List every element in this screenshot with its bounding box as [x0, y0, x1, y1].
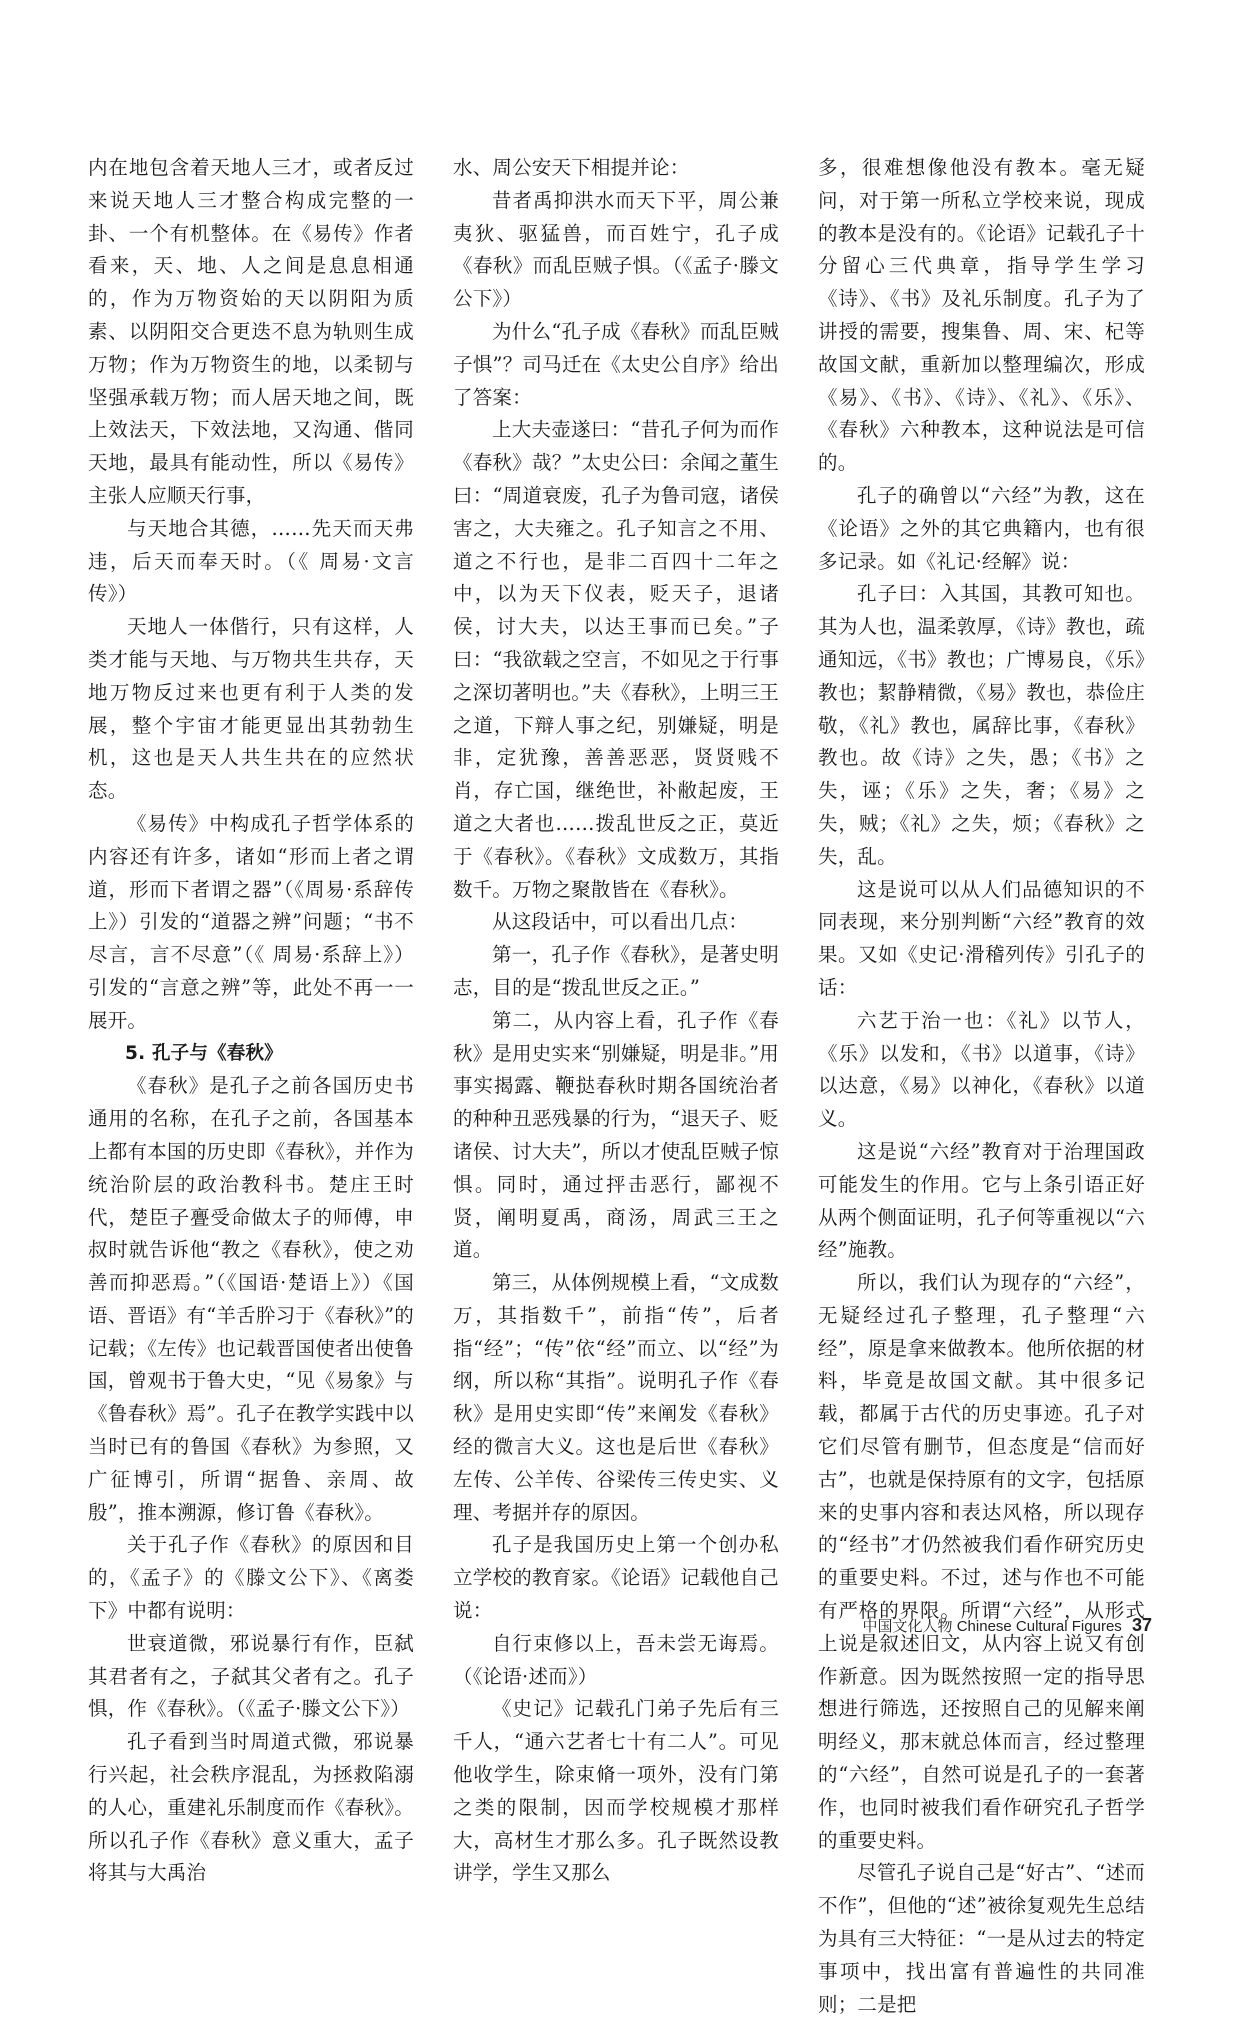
paragraph: 《史记》记载孔门弟子先后有三千人，“通六艺者七十有二人”。可见他收学生，除束脩一项外，没有门第之类的限制，因而学校规模才那样大，高材生才那么多。孔子既然设教讲学，学生又那么 — [453, 1697, 779, 1885]
paragraph: 这是说“六经”教育对于治理国政可能发生的作用。它与上条引语正好从两个侧面证明，孔子何等重视以“六经”施教。 — [818, 1139, 1145, 1262]
publication-name: 中国文化人物 Chinese Cultural Figures — [862, 1618, 1122, 1635]
paragraph: 为什么“孔子成《春秋》而乱臣贼子惧”？司马迁在《太史公自序》给出了答案： — [453, 319, 779, 409]
paragraph: 水、周公安天下相提并论： — [453, 156, 690, 179]
quotation: 与天地合其德，……先天而天弗违，后天而奉天时。（《 周易·文言传》） — [88, 516, 414, 606]
text-column-3 — [818, 152, 1145, 2021]
quotation: 自行束修以上，吾未尝无诲焉。（《论语·述而》） — [453, 1631, 779, 1688]
paragraph: 《春秋》是孔子之前各国历史书通用的名称，在孔子之前，各国基本上都有本国的历史即《春秋》，并作为统治阶层的政治教科书。楚庄王时代，楚臣子亹受命做太子的师傅，申叔时就告诉他“教之《春秋》，使之劝善而抑恶焉。”（《国语·楚语上》）《国语、晋语》有“羊舌肸习于《春秋》”的记载；《左传》也记载晋国使者出使鲁国，曾观书于鲁大史，“见《易象》与《鲁春秋》焉”。孔子在教学实践中以当时已有的鲁国《春秋》为参照，又广征博引，所谓“据鲁、亲周、故殷”，推本溯源，修订鲁《春秋》。 — [88, 1074, 414, 1524]
paragraph: 孔子看到当时周道式微，邪说暴行兴起，社会秩序混乱，为拯救陷溺的人心，重建礼乐制度而作《春秋》。所以孔子作《春秋》意义重大，孟子将其与大禹治 — [88, 1730, 414, 1885]
paragraph: 孔子的确曾以“六经”为教，这在《论语》之外的其它典籍内，也有很多记录。如《礼记·经解》说： — [818, 483, 1145, 573]
section-heading: 5. 孔子与《春秋》 — [125, 1042, 283, 1064]
quotation: 上大夫壶遂曰：“昔孔子何为而作《春秋》哉？”太史公曰：余闻之董生曰：“周道衰废，孔子为鲁司寇，诸侯害之，大夫雍之。孔子知言之不用、道之不行也，是非二百四十二年之中，以为天下仪表，贬天子，退诸侯，讨大夫，以达王事而已矣。”子曰：“我欲载之空言，不如见之于行事之深切著明也。”夫《春秋》，上明三王之道，下辩人事之纪，别嫌疑，明是非，定犹豫，善善恶恶，贤贤贱不肖，存亡国，继绝世，补敝起废，王道之大者也……拨乱世反之正，莫近于《春秋》。《春秋》文成数万，其指数千。万物之聚散皆在《春秋》。 — [453, 418, 779, 901]
page-footer — [863, 1615, 1152, 1636]
quotation: 六艺于治一也：《礼》以节人，《乐》以发和，《书》以道事，《诗》以达意，《易》以神化，《春秋》以道义。 — [818, 1008, 1145, 1131]
quotation: 世衰道微，邪说暴行有作，臣弑其君者有之，子弑其父者有之。孔子惧，作《春秋》。（《孟子·滕文公下》） — [88, 1631, 414, 1721]
paragraph: 《易传》中构成孔子哲学体系的内容还有许多，诸如“形而上者之谓道，形而下者谓之器”（《周易·系辞传上》）引发的“道器之辨”问题；“书不尽言，言不尽意”（《 周易·系辞上》）引发的“言意之辨”等，此处不再一一展开。 — [88, 811, 414, 1032]
paragraph: 多，很难想像他没有教本。毫无疑问，对于第一所私立学校来说，现成的教本是没有的。《论语》记载孔子十分留心三代典章，指导学生学习《诗》、《书》及礼乐制度。孔子为了讲授的需要，搜集鲁、周、宋、杞等故国文献，重新加以整理编次，形成《易》、《书》、《诗》、《礼》、《乐》、《春秋》六种教本，这种说法是可信的。 — [818, 156, 1145, 475]
text-column-1 — [88, 152, 414, 1890]
paragraph: 尽管孔子说自己是“好古”、“述而不作”，但他的“述”被徐复观先生总结为具有三大特征：“一是从过去的特定事项中，找出富有普遍性的共同准则；二是把 — [818, 1861, 1145, 2016]
text-column-2 — [453, 152, 779, 1890]
paragraph: 关于孔子作《春秋》的原因和目的，《孟子》的《滕文公下》、《离娄下》中都有说明： — [88, 1533, 414, 1623]
paragraph: 第二，从内容上看，孔子作《春秋》是用史实来“别嫌疑，明是非。”用事实揭露、鞭挞春秋时期各国统治者的种种丑恶残暴的行为，“退天子、贬诸侯、讨大夫”，所以才使乱臣贼子惊惧。同时，通过抨击恶行，鄙视不贤，阐明夏禹，商汤，周武三王之道。 — [453, 1008, 779, 1262]
paragraph: 所以，我们认为现存的“六经”，无疑经过孔子整理，孔子整理“六经”，原是拿来做教本。他所依据的材料，毕竟是故国文献。其中很多记载，都属于古代的历史事迹。孔子对它们尽管有删节，但态度是“信而好古”，也就是保持原有的文字，包括原来的史事内容和表达风格，所以现存的“经书”才仍然被我们看作研究历史的重要史料。不过，述与作也不可能有严格的界限。所谓“六经”，从形式上说是叙述旧文，从内容上说又有创作新意。因为既然按照一定的指导思想进行筛选，还按照自己的见解来阐明经义，那末就总体而言，经过整理的“六经”，自然可说是孔子的一套著作，也同时被我们看作研究孔子哲学的重要史料。 — [818, 1271, 1145, 1852]
paragraph: 孔子是我国历史上第一个创办私立学校的教育家。《论语》记载他自己说： — [453, 1533, 779, 1623]
quotation: 孔子曰：入其国，其教可知也。其为人也，温柔敦厚，《诗》教也，疏通知远，《书》教也；广博易良，《乐》教也；絜静精微，《易》教也，恭俭庄敬，《礼》教也，属辞比事，《春秋》教也。故《诗》之失，愚；《书》之失，诬；《乐》之失，奢；《易》之失，贼；《礼》之失，烦；《春秋》之失，乱。 — [818, 582, 1145, 868]
paragraph: 内在地包含着天地人三才，或者反过来说天地人三才整合构成完整的一卦、一个有机整体。在《易传》作者看来，天、地、人之间是息息相通的，作为万物资始的天以阴阳为质素、以阴阳交合更迭不息为轨则生成万物；作为万物资生的地，以柔韧与坚强承载万物；而人居天地之间，既上效法天，下效法地，又沟通、偕同天地，最具有能动性，所以《易传》主张人应顺天行事， — [88, 156, 414, 507]
paragraph: 这是说可以从人们品德知识的不同表现，来分别判断“六经”教育的效果。又如《史记·滑稽列传》引孔子的话： — [818, 877, 1145, 999]
quotation: 昔者禹抑洪水而天下平，周公兼夷狄、驱猛兽，而百姓宁，孔子成《春秋》而乱臣贼子惧。（《孟子·滕文公下》） — [453, 188, 779, 311]
page-number: 37 — [1131, 1615, 1152, 1635]
paragraph: 第三，从体例规模上看，“文成数万，其指数千”，前指“传”，后者指“经”；“传”依“经”而立、以“经”为纲，所以称“其指”。说明孔子作《春秋》是用史实即“传”来阐发《春秋》经的微言大义。这也是后世《春秋》左传、公羊传、谷梁传三传史实、义理、考据并存的原因。 — [453, 1271, 779, 1524]
paragraph: 从这段话中，可以看出几点： — [492, 910, 749, 934]
paragraph: 第一，孔子作《春秋》，是著史明志，目的是“拨乱世反之正。” — [453, 943, 779, 999]
paragraph: 天地人一体偕行，只有这样，人类才能与天地、与万物共生共存，天地万物反过来也更有利于人类的发展，整个宇宙才能更显出其勃勃生机，这也是天人共生共在的应然状态。 — [88, 615, 414, 803]
